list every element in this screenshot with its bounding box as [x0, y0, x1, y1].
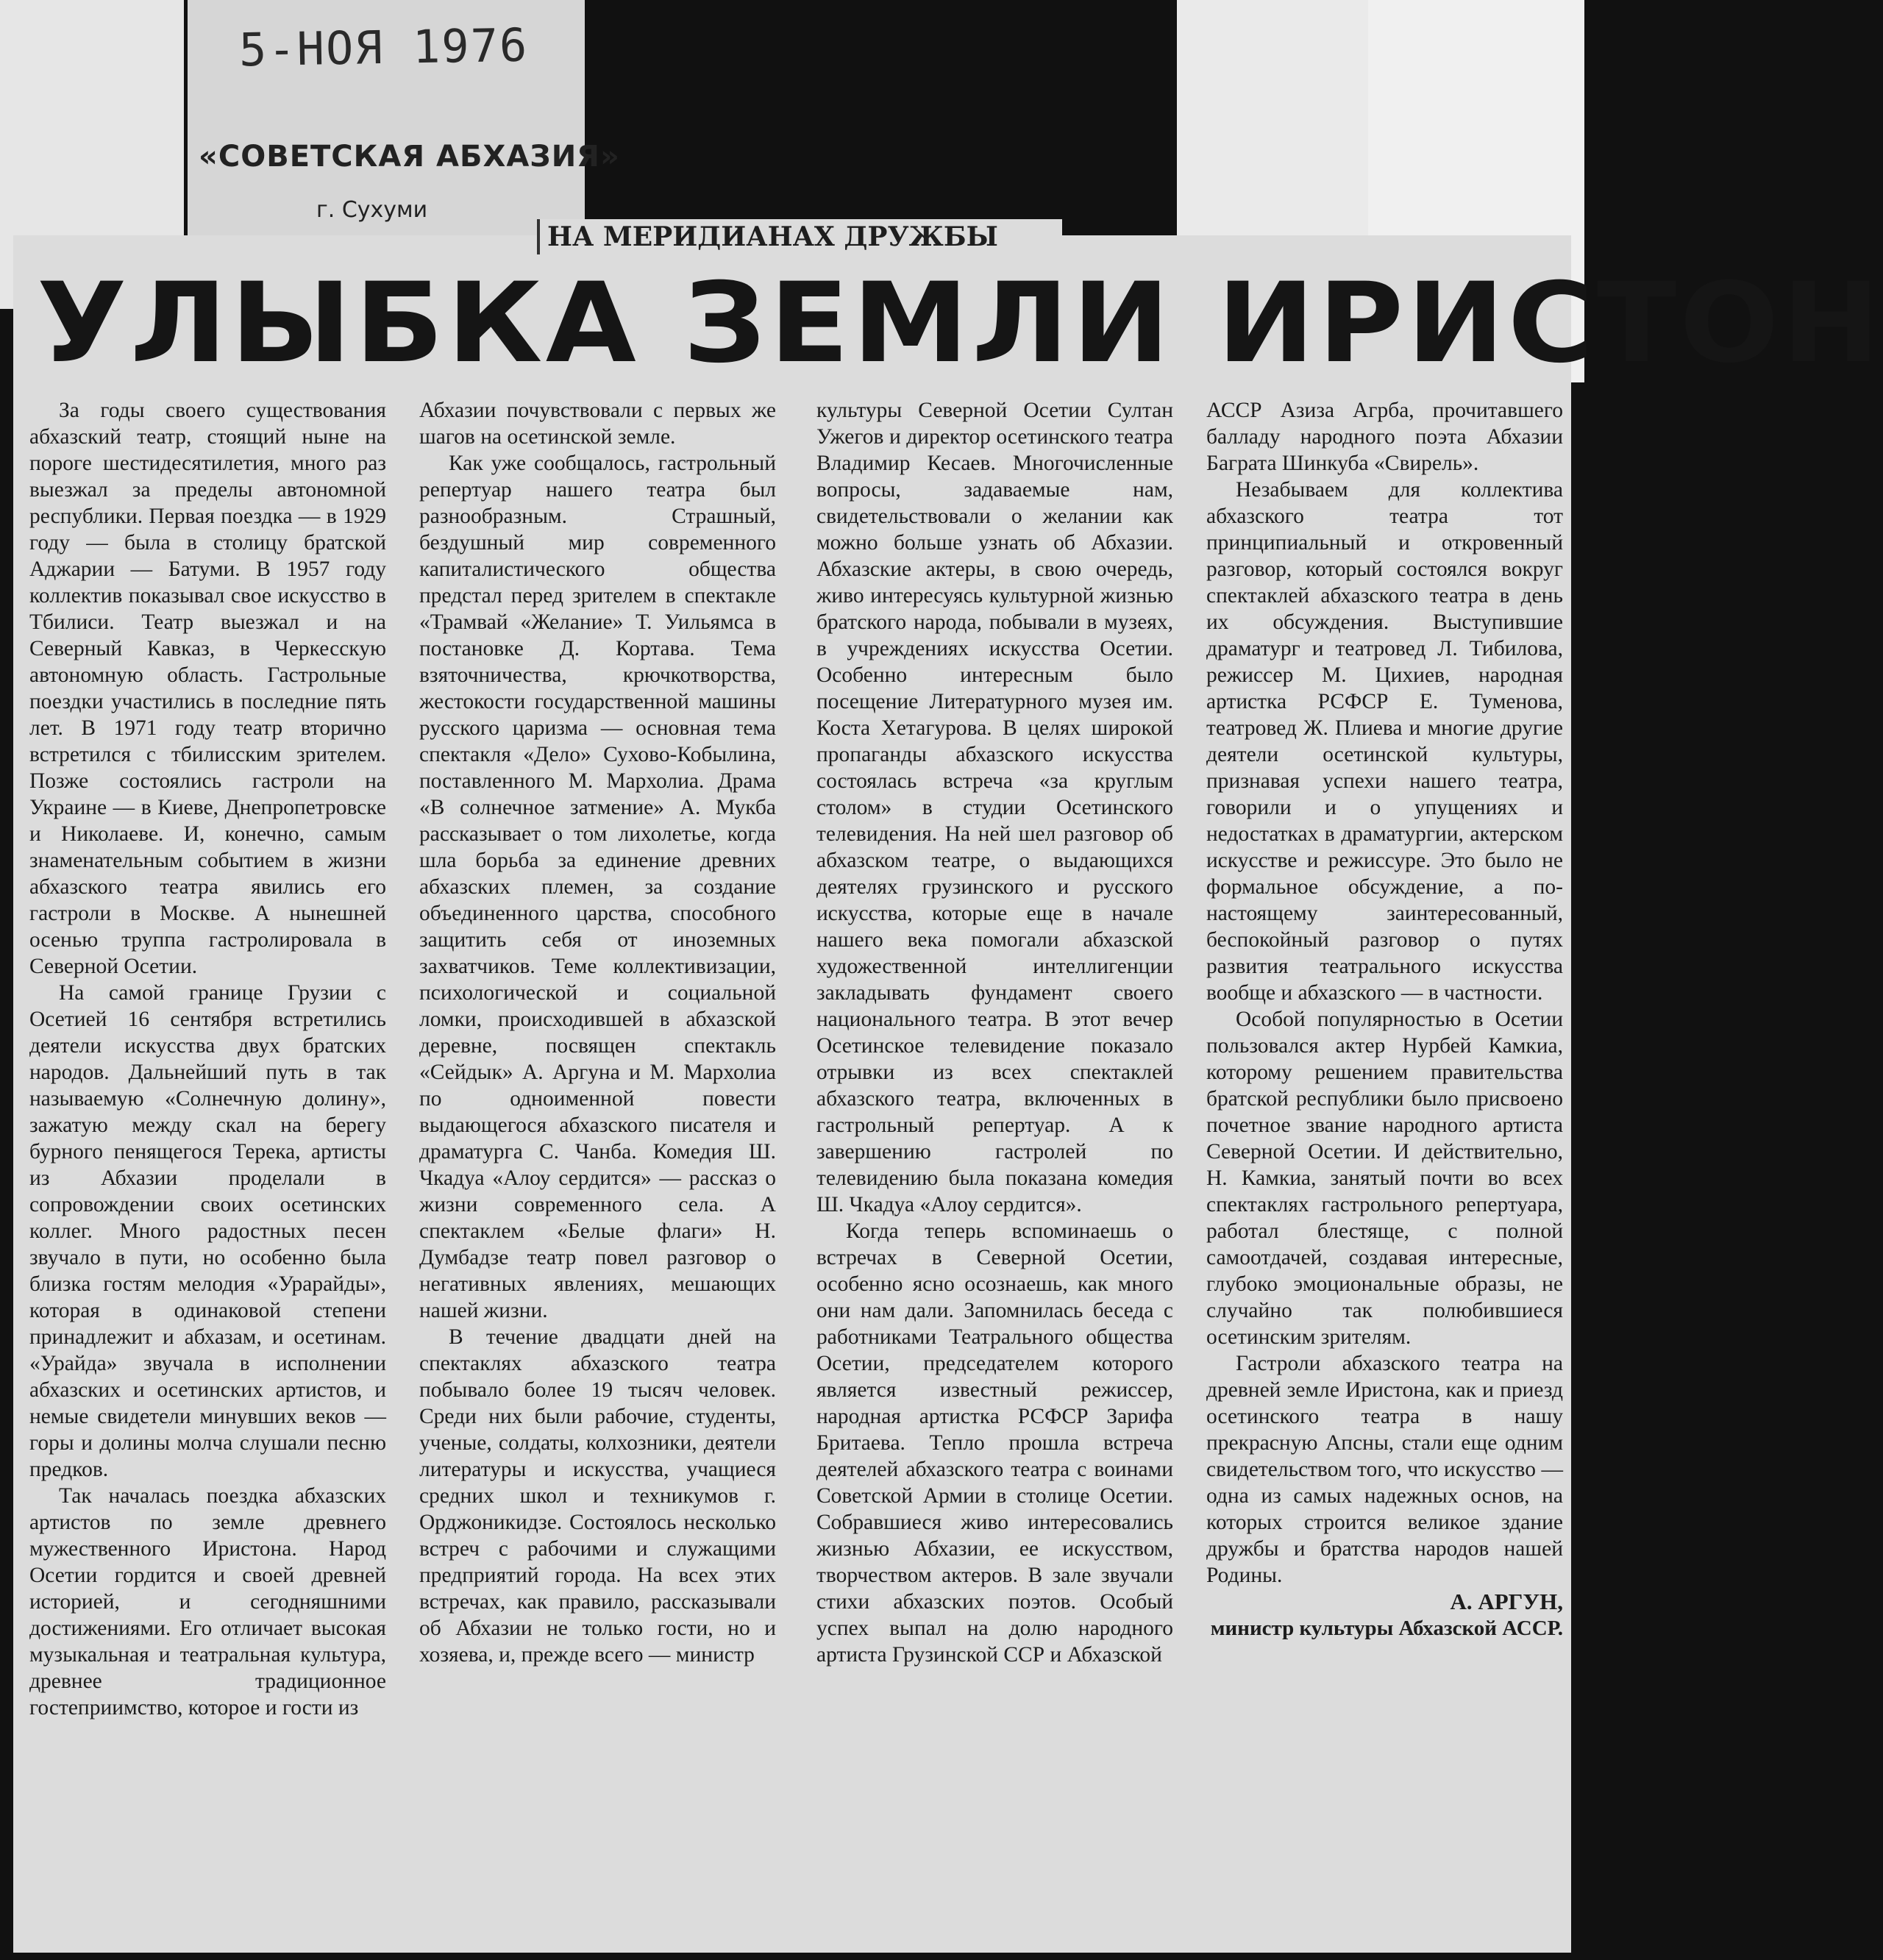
paragraph: Так началась поездка абхазских артистов по земле древнего мужественного Иристона. Народ Осетии гордится и своей древней историей, и сегодняшними достижениями. Его отличает высокая музыкальная и театральная культура, древнее традиционное гостеприимство, которое и гости из [29, 1484, 386, 1720]
newspaper-city: г. Сухуми [316, 197, 428, 223]
date-stamp: 5-НОЯ 1976 [238, 18, 529, 77]
paragraph: Когда теперь вспоминаешь о встречах в Северной Осетии, особенно ясно осознаешь, как много они нам дали. Запомнилась беседа с работниками Театрального общества Осетии, председателем которого является известный режиссер, народная артистка РСФСР Зарифа Бритаева. Тепло прошла встреча деятелей абхазского театра с воинами Советской Армии в столице Осетии. Собравшиеся живо интересовались жизнью Абхазии, ее искусством, творчеством актеров. В зале звучали стихи абхазских поэтов. Особый успех выпал на долю народного артиста Грузинской ССР и Абхазской [816, 1219, 1173, 1667]
article-rubric: НА МЕРИДИАНАХ ДРУЖБЫ [537, 219, 1062, 254]
paragraph: АССР Азиза Агрба, прочитавшего балладу народного поэта Абхазии Баграта Шинкуба «Свирель». [1206, 399, 1563, 475]
paragraph: За годы своего существования абхазский театр, стоящий ныне на пороге шестидесятилетия, много раз выезжал за пределы автономной республики. Первая поездка — в 1929 году — была в столицу братской Аджарии — Батуми. В 1957 году коллектив показывал свое искусство в Тбилиси. Театр выезжал и на Северный Кавказ, в Черкесскую автономную область. Гастрольные поездки участились в последние пять лет. В 1971 году театр вторично встретился с тбилисским зрителем. Позже состоялись гастроли на Украине — в Киеве, Днепропетровске и Николаеве. И, конечно, самым знаменательным событием в жизни абхазского театра явились его гастроли в Москве. А нынешней осенью труппа гастролировала в Северной Осетии. [29, 399, 386, 978]
paragraph: На самой границе Грузии с Осетией 16 сентября встретились деятели искусства двух братских народов. Дальнейший путь в так называемую «Солнечную долину», зажатую между скал на берегу бурного пенящегося Терека, артисты из Абхазии проделали в сопровождении своих осетинских коллег. Много радостных песен звучало в пути, но особенно была близка гостям мелодия «Урарайды», которая в одинаковой степени принадлежит и абхазам, и осетинам. «Урайда» звучала в исполнении абхазских и осетинских артистов, и немые свидетели минувших веков — горы и долины молча слушали песню предков. [29, 981, 386, 1481]
article-column-4 [1206, 397, 1563, 1642]
article-column-2 [419, 397, 776, 1668]
paragraph: Как уже сообщалось, гастрольный репертуар нашего театра был разнообразным. Страшный, бездушный мир современного капиталистического общества предстал перед зрителем в спектакле «Трамвай «Желание» Т. Уильямса в постановке Д. Кортава. Тема взяточничества, крючкотворства, жестокости государственной машины русского царизма — основная тема спектакля «Дело» Сухово-Кобылина, поставленного М. Мархолиа. Драма «В солнечное затмение» А. Мукба рассказывает о том лихолетье, когда шла борьба за единение древних абхазских племен, за создание объединенного царства, способного защитить себя от иноземных захватчиков. Теме коллективизации, психологической и социальной ломки, происходившей в абхазской деревне, посвящен спектакль «Сейдык» А. Аргуна и М. Мархолиа по одноименной повести выдающегося абхазского писателя и драматурга С. Чанба. Комедия Ш. Чкадуа «Алоу сердится» — рассказ о жизни современного села. А спектаклем «Белые флаги» Н. Думбадзе театр повел разговор о негативных явлениях, мешающих нашей жизни. [419, 452, 776, 1322]
article-headline: УЛЫБКА ЗЕМЛИ ИРИСТОН [37, 260, 1883, 388]
paragraph: Незабываем для коллектива абхазского театра тот принципиальный и откровенный разговор, который состоялся вокруг спектаклей абхазского театра в день их обсуждения. Выступившие драматург и театровед Л. Тибилова, режиссер М. Цихиев, народная артистка РСФСР Е. Туменова, театровед Ж. Плиева и многие другие деятели осетинской культуры, признавая успехи нашего театра, говорили и о упущениях и недостатках в драматургии, актерском искусстве и режиссуре. Это было не формальное обсуждение, а по-настоящему заинтересованный, беспокойный разговор о путях развития театрального искусства вообще и абхазского — в частности. [1206, 478, 1563, 1005]
newspaper-name: «СОВЕТСКАЯ АБХАЗИЯ» [199, 140, 620, 174]
paragraph: В течение двадцати дней на спектаклях абхазского театра побывало более 19 тысяч человек. Среди них были рабочие, студенты, ученые, солдаты, колхозники, деятели литературы и искусства, учащиеся средних школ и техникумов г. Орджоникидзе. Состоялось несколько встреч с рабочими и служащими предприятий города. На всех этих встречах, как правило, рассказывали об Абхазии не только гости, но и хозяева, и, прежде всего — министр [419, 1325, 776, 1667]
paragraph: Абхазии почувствовали с первых же шагов на осетинской земле. [419, 399, 776, 449]
article-column-1 [29, 397, 386, 1721]
paragraph: Особой популярностью в Осетии пользовался актер Нурбей Камкиа, которому решением правительства братской республики было присвоено почетное звание народного артиста Северной Осетии. И действительно, Н. Камкиа, занятый почти во всех спектаклях гастрольного репертуара, работал блестяще, с полной самоотдачей, создавая интересные, глубоко эмоциональные образы, не случайно так полюбившиеся осетинским зрителям. [1206, 1008, 1563, 1349]
article-body [29, 397, 1574, 1949]
author-role: министр культуры Абхазской АССР. [1210, 1617, 1563, 1640]
article-column-3 [816, 397, 1173, 1668]
paragraph: Гастроли абхазского театра на древней земле Иристона, как и приезд осетинского театра в нашу прекрасную Апсны, стали еще одним свидетельством того, что искусство — одна из самых надежных основ, на которых строится великое здание дружбы и братства народов нашей Родины. [1206, 1352, 1563, 1587]
paragraph: культуры Северной Осетии Султан Ужегов и директор осетинского театра Владимир Кесаев. Многочисленные вопросы, задаваемые нам, свидетельствовали о желании как можно больше узнать об Абхазии. Абхазские актеры, в свою очередь, живо интересуясь культурной жизнью братского народа, побывали в музеях, в учреждениях искусства Осетии. Особенно интересным было посещение Литературного музея им. Коста Хетагурова. В целях широкой пропаганды абхазского искусства состоялась встреча «за круглым столом» в студии Осетинского телевидения. На ней шел разговор об абхазском театре, о выдающихся деятелях грузинского и русского искусства, которые еще в начале нашего века помогали абхазской художественной интеллигенции закладывать фундамент своего национального театра. В этот вечер Осетинское телевидение показало отрывки из всех спектаклей абхазского театра, включенных в гастрольный репертуар. А к завершению гастролей по телевидению была показана комедия Ш. Чкадуа «Алоу сердится». [816, 399, 1173, 1216]
author-name: А. АРГУН, [1450, 1589, 1563, 1614]
